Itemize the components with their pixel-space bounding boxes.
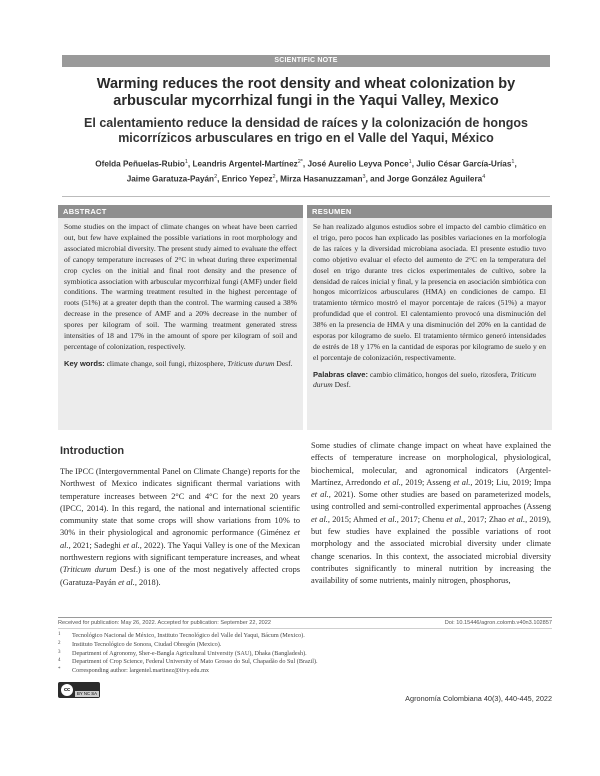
author: Jorge González Aguilera: [386, 174, 483, 184]
affiliation-item: 1 Tecnológico Nacional de México, Instituto Tecnológico del Valle del Yaqui, Bácum (Mexico).: [58, 632, 305, 639]
affiliation-item: 3 Department of Agronomy, Sher-e-Bangla Agricultural University (SAU), Dhaka (Bangladesh).: [58, 649, 307, 657]
received-text: Received for publication: May 26, 2022. Accepted for publication: September 22, 2022: [58, 620, 272, 626]
footer-divider-2: [58, 628, 552, 629]
author: Enrico Yepez: [221, 174, 273, 184]
header-divider: [62, 196, 550, 197]
journal-citation: Agronomía Colombiana 40(3), 440-445, 2022: [405, 694, 552, 703]
affiliation-item: 2 Instituto Tecnológico de Sonora, Ciudad Obregón (Mexico).: [58, 640, 222, 648]
body-column-left: [60, 440, 300, 589]
author: Leandris Argentel-Martínez: [192, 159, 298, 169]
abstract-heading: ABSTRACT: [58, 205, 303, 218]
author: José Aurelio Leyva Ponce: [307, 159, 409, 169]
affiliation-item: 4 Department of Crop Science, Federal University of Mato Grosso do Sul, Chapadão do Sul (Brazil).: [58, 658, 318, 666]
author-list: Ofelda Peñuelas-Rubio$^1$, Leandris Argentel-Martínez$^{2*}$, José Aurelio Leyva Ponce$^1$, Julio César García-Urías$^1$, Jaime Garatuza-Payán$^2$, Enrico Yepez$^2$, Mirza Hasanuzzaman$^3$, and Jorge González Aguilera$^4$: [95, 159, 517, 184]
abstract-keywords: Key words: climate change, soil fungi, rhizosphere, Triticum durum Desf.: [64, 358, 293, 368]
section-banner: SCIENTIFIC NOTE: [62, 55, 550, 67]
license-terms: BY NC SA: [75, 691, 99, 697]
publication-dates: [58, 619, 552, 627]
paper-subtitle: El calentamiento reduce la densidad de raíces y la colonización de hongos micorrízicos arbusculares en trigo en el Valle del Yaqui, México: [84, 116, 528, 145]
doi-text: Doi: 10.15446/agron.colomb.v40n3.102857: [444, 620, 552, 626]
resumen-heading: RESUMEN: [307, 205, 552, 218]
author: Jaime Garatuza-Payán: [126, 174, 215, 184]
creative-commons-license-icon[interactable]: [58, 682, 100, 698]
intro-paragraph-1: The IPCC (Intergovernmental Panel on Climate Change) reports for the Northwest of Mexico indicates significant thermal variations with temperature increases between 2°C and 4°C for the next 20 years (IPCC, 2014). In this regard, the national and international scientific community state that some crops will show variations from 10% to 30% in their physiological and agronomic performance (Giménez et al., 2021; Sadeghi et al., 2022). The Yaqui Valley is one of the Mexican northwestern regions with significant temperature increases, and wheat (Triticum durum Desf.) is one of the most negatively affected crops (Garatuza-Payán et al., 2018).: [60, 467, 301, 587]
abstract-text: Some studies on the impact of climate changes on wheat have been carried out, but few have explained the possible variations in root morphology and associated microbial diversity. The present study aimed to evaluate the effect of canopy temperature increases of 2°C in wheat during three experimental crop cycles on the initial and final root density and the presence of symbiotica association with arbuscular mycorrhizal fungi (AMF) under field conditions. The warming treatment resulted in the highest percentage of roots (51%) at a greater depth than the control. The warming caused a 38% decrease in the presence of AMF and a 20% decrease in the number of spores per kilogram of soil. The warming treatment generated stress intensities of 18 and 17% in the amount of spore per kilogram of soil and percentage of colonization, respectively.: [64, 222, 297, 351]
affiliation-list: [58, 632, 552, 676]
resumen-text: Se han realizado algunos estudios sobre el impacto del cambio climático en el trigo, pero pocos han explicado las posibles variaciones en la morfología de las raíces y la diversidad microbiana asociada. El presente estudio tuvo como objetivo evaluar el efecto del aumento de 2°C en la temperatura del dosel en trigo durante tres ciclos experimentales de cultivo, sobre la densidad de raíces inicial y final, y la presencia en asociación simbiótica con hongos micorrízicos arbusculares (HMA) en condiciones de campo. El tratamiento térmico mostró el mayor porcentaje de raíces (51%) a mayor profundidad que el control. El calentamiento provocó una disminución del 38% en la presencia de HMA y una disminución del 20% en la cantidad de esporas por kilogramo de suelo. El tratamiento térmico generó intensidades de estrés de 18 y 17% en la cantidad de esporas por kilogramo de suelo y en el porcentaje de colonización, respectivamente.: [313, 222, 546, 362]
author: Ofelda Peñuelas-Rubio: [95, 159, 185, 169]
footer-divider: [58, 617, 552, 618]
corresponding-author: * Corresponding author: largentel.martinez@itvy.edu.mx: [58, 667, 209, 675]
intro-paragraph-2: Some studies of climate change impact on wheat have explained the effects of temperature increase on morphological, physiological, biochemical, molecular, and agronomical indicators (Argentel-Martínez, Arredondo et al., 2019; Asseng et al., 2019; Liu, 2019; Impa et al., 2021). Some other studies are based on parameterized models, using controlled and semi-controlled experimental approaches (Asseng et al., 2015; Ahmed et al., 2017; Chenu et al., 2017; Zhao et al., 2019), but few studies have explained the possible variations of root morphology and the associated microbial diversity under climate change scenarios. In this context, the associated microbial diversity contributes significantly to mineral nutrition by increasing the availability of some nutrients, mainly nitrogen, phosphorus,: [311, 441, 551, 586]
resumen-keywords: Palabras clave: cambio climático, hongos del suelo, rizosfera, Triticum durum Desf.: [313, 369, 537, 390]
author: Julio César García-Urías: [416, 159, 512, 169]
paper-title: Warming reduces the root density and wheat colonization by arbuscular mycorrhizal fungi in the Yaqui Valley, Mexico: [96, 76, 516, 109]
section-heading-introduction: Introduction: [60, 445, 125, 457]
resumen-box: [307, 205, 552, 430]
body-column-right: [311, 440, 551, 588]
abstract-box: [58, 205, 303, 430]
author: Mirza Hasanuzzaman: [280, 174, 363, 184]
cc-logo-icon: cc: [61, 684, 73, 696]
